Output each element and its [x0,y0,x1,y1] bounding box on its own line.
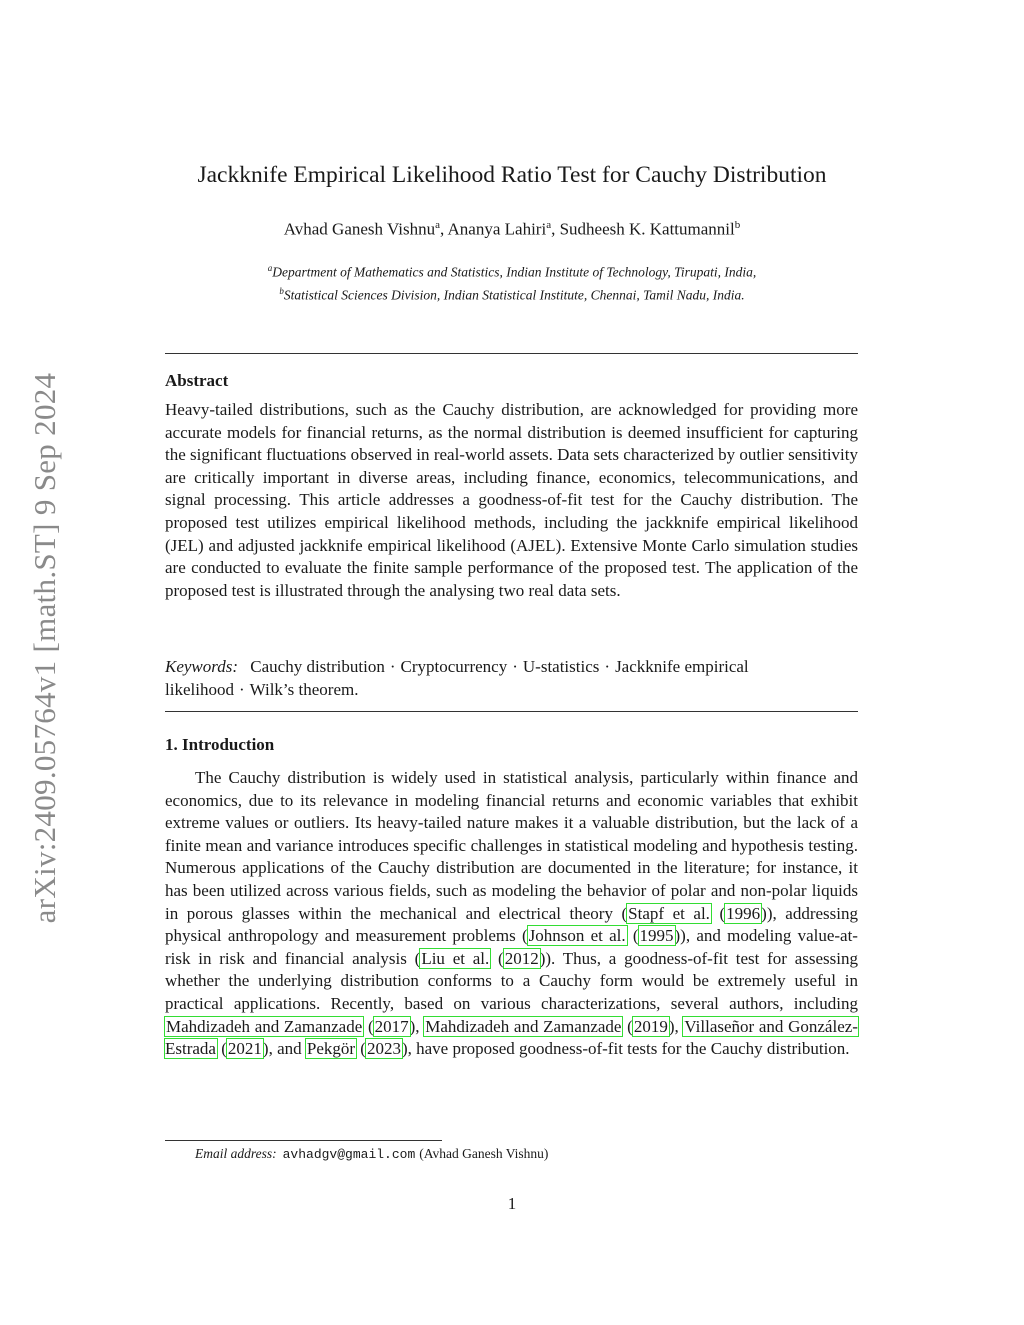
keyword: U-statistics [522,657,600,676]
author-affil-mark: a [435,219,440,231]
citation-year-link[interactable]: 2023 [366,1039,401,1059]
author-list: Avhad Ganesh Vishnu$^a$, Ananya Lahiri$^a$, Sudheesh K. Kattumannil$^b$ [283,219,741,239]
page-number: 1 [507,1194,517,1213]
abstract-body: Heavy-tailed distributions, such as the Cauchy distribution, are acknowledged for providing more accurate models for financial returns, as the normal distribution is deemed insufficient for capturing the significant fluctuations observed in real-world assets. Data sets characterized by outlier sensitivity are critically important in diverse areas, including finance, economics, telecommunications, and signal processing. This article addresses a goodness-of-fit test for the Cauchy distribution. The proposed test utilizes empirical likelihood methods, including the jackknife empirical likelihood (JEL) and adjusted jackknife empirical likelihood (AJEL). Extensive Monte Carlo simulation studies are conducted to evaluate the finite sample performance of the proposed test. The application of the proposed test is illustrated through the analysing two real data sets. [165,400,858,600]
citation-link[interactable]: Mahdizadeh and Zamanzade [166,1016,363,1036]
paper-title: Jackknife Empirical Likelihood Ratio Test for Cauchy Distribution [197,162,827,188]
citation-year-link[interactable]: 2021 [227,1039,262,1059]
citation-year-link[interactable]: 2012 [504,948,539,968]
footnote [195,1146,548,1162]
citation-year-link[interactable]: 2017 [374,1016,409,1036]
citation-link[interactable]: Stapf et al. [628,903,710,923]
intro-paragraph: The Cauchy distribution is widely used in statistical analysis, particularly within finance and economics, due to its relevance in modeling financial returns and economic variables that exhibit extreme values or outliers. Its heavy-tailed nature makes it a valuable distribution, but the lack of a finite mean and variance introduces specific challenges in statistical modeling and hypothesis testing. Numerous applications of the Cauchy distribution are documented in the literature; for instance, it has been utilized across various fields, such as modeling the behavior of polar and non-polar liquids in porous glasses within the mechanical and electrical theory (Stapf et al. (1996)), addressing physical anthropology and measurement problems (Johnson et al. (1995)), and modeling value-at-risk in risk and financial analysis (Liu et al. (2012)). Thus, a goodness-of-fit test for assessing whether the underlying distribution conforms to a Cauchy form would be extremely useful in practical applications. Recently, based on various characterizations, several authors, including Mahdizadeh and Zamanzade (2017), Mahdizadeh and Zamanzade (2019), Villaseñor and González-Estrada (2021), and Pekgör (2023), have proposed goodness-of-fit tests for the Cauchy distribution. [165,768,858,1059]
citation-year-link[interactable]: 2019 [633,1016,668,1036]
citation-link[interactable]: Liu et al. [421,948,490,968]
keyword: Jackknife empirical likelihood [165,657,749,699]
keyword: Wilk’s theorem. [249,679,359,699]
footnote-label: Email address: [195,1146,277,1161]
footnote-author: (Avhad Ganesh Vishnu) [419,1146,549,1161]
section-heading: 1. Introduction [165,735,275,754]
keywords-label: Keywords: [165,657,239,676]
abstract-bottom-rule [165,711,858,712]
citation-link[interactable]: Pekgör [306,1039,356,1059]
keyword: Cryptocurrency [400,657,508,676]
arxiv-watermark: arXiv:2409.05764v1 [math.ST] 9 Sep 2024 [27,372,62,924]
abstract-heading: Abstract [165,371,229,390]
author-name: Ananya Lahiri [447,219,547,239]
citation-year-link[interactable]: 1996 [726,903,761,923]
author-affil-mark: b [734,219,741,231]
footnote-rule [165,1140,442,1141]
keywords: Keywords: Cauchy distribution · Cryptocurrency · U-statistics · Jackknife empirical likelihood · Wilk’s theorem. [165,657,749,699]
citation-link[interactable]: Villaseñor and González-Estrada [165,1016,858,1059]
affiliation: $^a$Department of Mathematics and Statistics, Indian Institute of Technology, Tirupati, India, [267,263,757,280]
author-name: Avhad Ganesh Vishnu [283,219,436,239]
author-affil-mark: a [546,219,552,231]
email-address[interactable]: avhadgv@gmail.com [282,1147,416,1162]
top-rule [165,353,858,354]
citation-year-link[interactable]: 1995 [639,926,674,946]
citation-link[interactable]: Johnson et al. [528,926,626,946]
affiliations [166,259,858,304]
author-name: Sudheesh K. Kattumannil [559,219,735,239]
citation-link[interactable]: Mahdizadeh and Zamanzade [425,1016,622,1036]
keyword: Cauchy distribution [250,657,385,676]
affiliation: $^b$Statistical Sciences Division, Indian Statistical Institute, Chennai, Tamil Nadu, India. [279,285,745,302]
